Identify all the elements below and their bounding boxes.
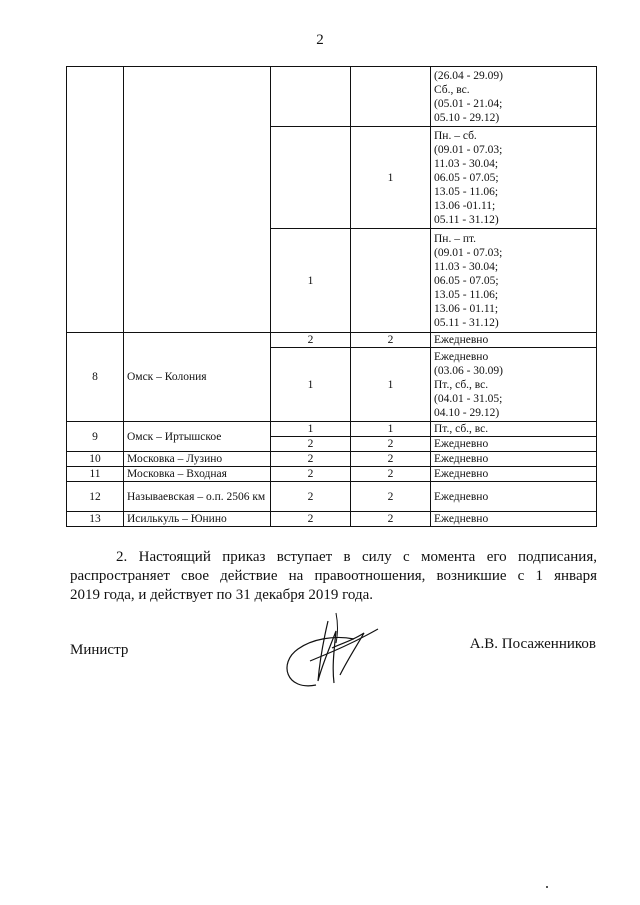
trains-cell xyxy=(271,127,351,229)
paragraph-line: распространяет свое действие на правоотношения, возникшие с 1 января xyxy=(70,568,597,584)
route-name-cell: Исилькуль – Юнино xyxy=(124,512,271,527)
route-name-cell: Омск – Колония xyxy=(124,333,271,422)
trains-cell: 1 xyxy=(351,348,431,422)
table-row xyxy=(67,482,597,512)
schedule-days-cell: Ежедневно xyxy=(431,467,597,482)
trains-cell: 2 xyxy=(351,482,431,512)
route-number-cell: 13 xyxy=(67,512,124,527)
route-name-cell: Московка – Лузино xyxy=(124,452,271,467)
schedule-days-cell: Пн. – сб. (09.01 - 07.03; 11.03 - 30.04; 06.05 - 07.05; 13.05 - 11.06; 13.06 -01.11; 05.11 - 31.12) xyxy=(431,127,597,229)
signatory-title: Министр xyxy=(70,642,129,658)
route-name-cell: Омск – Иртышское xyxy=(124,422,271,452)
schedule-days-cell: Ежедневно xyxy=(431,482,597,512)
route-number-cell: 8 xyxy=(67,333,124,422)
route-number-cell: 9 xyxy=(67,422,124,452)
trains-cell: 2 xyxy=(271,437,351,452)
paragraph-line: 2019 года, и действует по 31 декабря 2019 года. xyxy=(70,587,373,603)
schedule-days-cell: Ежедневно xyxy=(431,437,597,452)
schedule-days-cell: Ежедневно xyxy=(431,333,597,348)
table-row xyxy=(67,467,597,482)
trains-cell: 2 xyxy=(351,467,431,482)
scan-speck xyxy=(546,886,548,888)
route-name-cell xyxy=(124,67,271,333)
schedule-days-cell: Ежедневно xyxy=(431,512,597,527)
trains-cell: 2 xyxy=(351,333,431,348)
trains-cell: 2 xyxy=(271,467,351,482)
trains-cell: 1 xyxy=(271,422,351,437)
table-row xyxy=(67,333,597,348)
route-number-cell: 10 xyxy=(67,452,124,467)
route-number-cell xyxy=(67,67,124,333)
page-number: 2 xyxy=(316,32,324,48)
table-row xyxy=(67,452,597,467)
route-number-cell: 11 xyxy=(67,467,124,482)
trains-cell: 1 xyxy=(271,348,351,422)
schedule-days-cell: (26.04 - 29.09) Сб., вс. (05.01 - 21.04; 05.10 - 29.12) xyxy=(431,67,597,127)
schedule-days-cell: Пт., сб., вс. xyxy=(431,422,597,437)
trains-cell: 1 xyxy=(351,422,431,437)
schedule-days-cell: Ежедневно xyxy=(431,452,597,467)
route-name-cell: Московка – Входная xyxy=(124,467,271,482)
schedule-days-cell: Пн. – пт. (09.01 - 07.03; 11.03 - 30.04; 06.05 - 07.05; 13.05 - 11.06; 13.06 - 01.11; 05.11 - 31.12) xyxy=(431,229,597,333)
signatory-name: А.В. Посаженников xyxy=(469,636,596,652)
trains-cell: 2 xyxy=(351,437,431,452)
trains-cell: 2 xyxy=(351,452,431,467)
route-name-cell: Называевская – о.п. 2506 км xyxy=(124,482,271,512)
trains-cell: 1 xyxy=(351,127,431,229)
trains-cell xyxy=(271,67,351,127)
table-row xyxy=(67,422,597,437)
trains-cell: 1 xyxy=(271,229,351,333)
trains-cell: 2 xyxy=(351,512,431,527)
table-row xyxy=(67,67,597,127)
route-number-cell: 12 xyxy=(67,482,124,512)
trains-cell xyxy=(351,229,431,333)
trains-cell xyxy=(351,67,431,127)
table-row xyxy=(67,512,597,527)
trains-cell: 2 xyxy=(271,482,351,512)
handwritten-signature xyxy=(276,603,386,698)
paragraph-line: 2. Настоящий приказ вступает в силу с момента его подписания, xyxy=(116,549,597,565)
schedule-table xyxy=(66,66,597,527)
trains-cell: 2 xyxy=(271,452,351,467)
trains-cell: 2 xyxy=(271,333,351,348)
schedule-days-cell: Ежедневно (03.06 - 30.09) Пт., сб., вс. (04.01 - 31.05; 04.10 - 29.12) xyxy=(431,348,597,422)
trains-cell: 2 xyxy=(271,512,351,527)
order-paragraph xyxy=(70,548,597,605)
